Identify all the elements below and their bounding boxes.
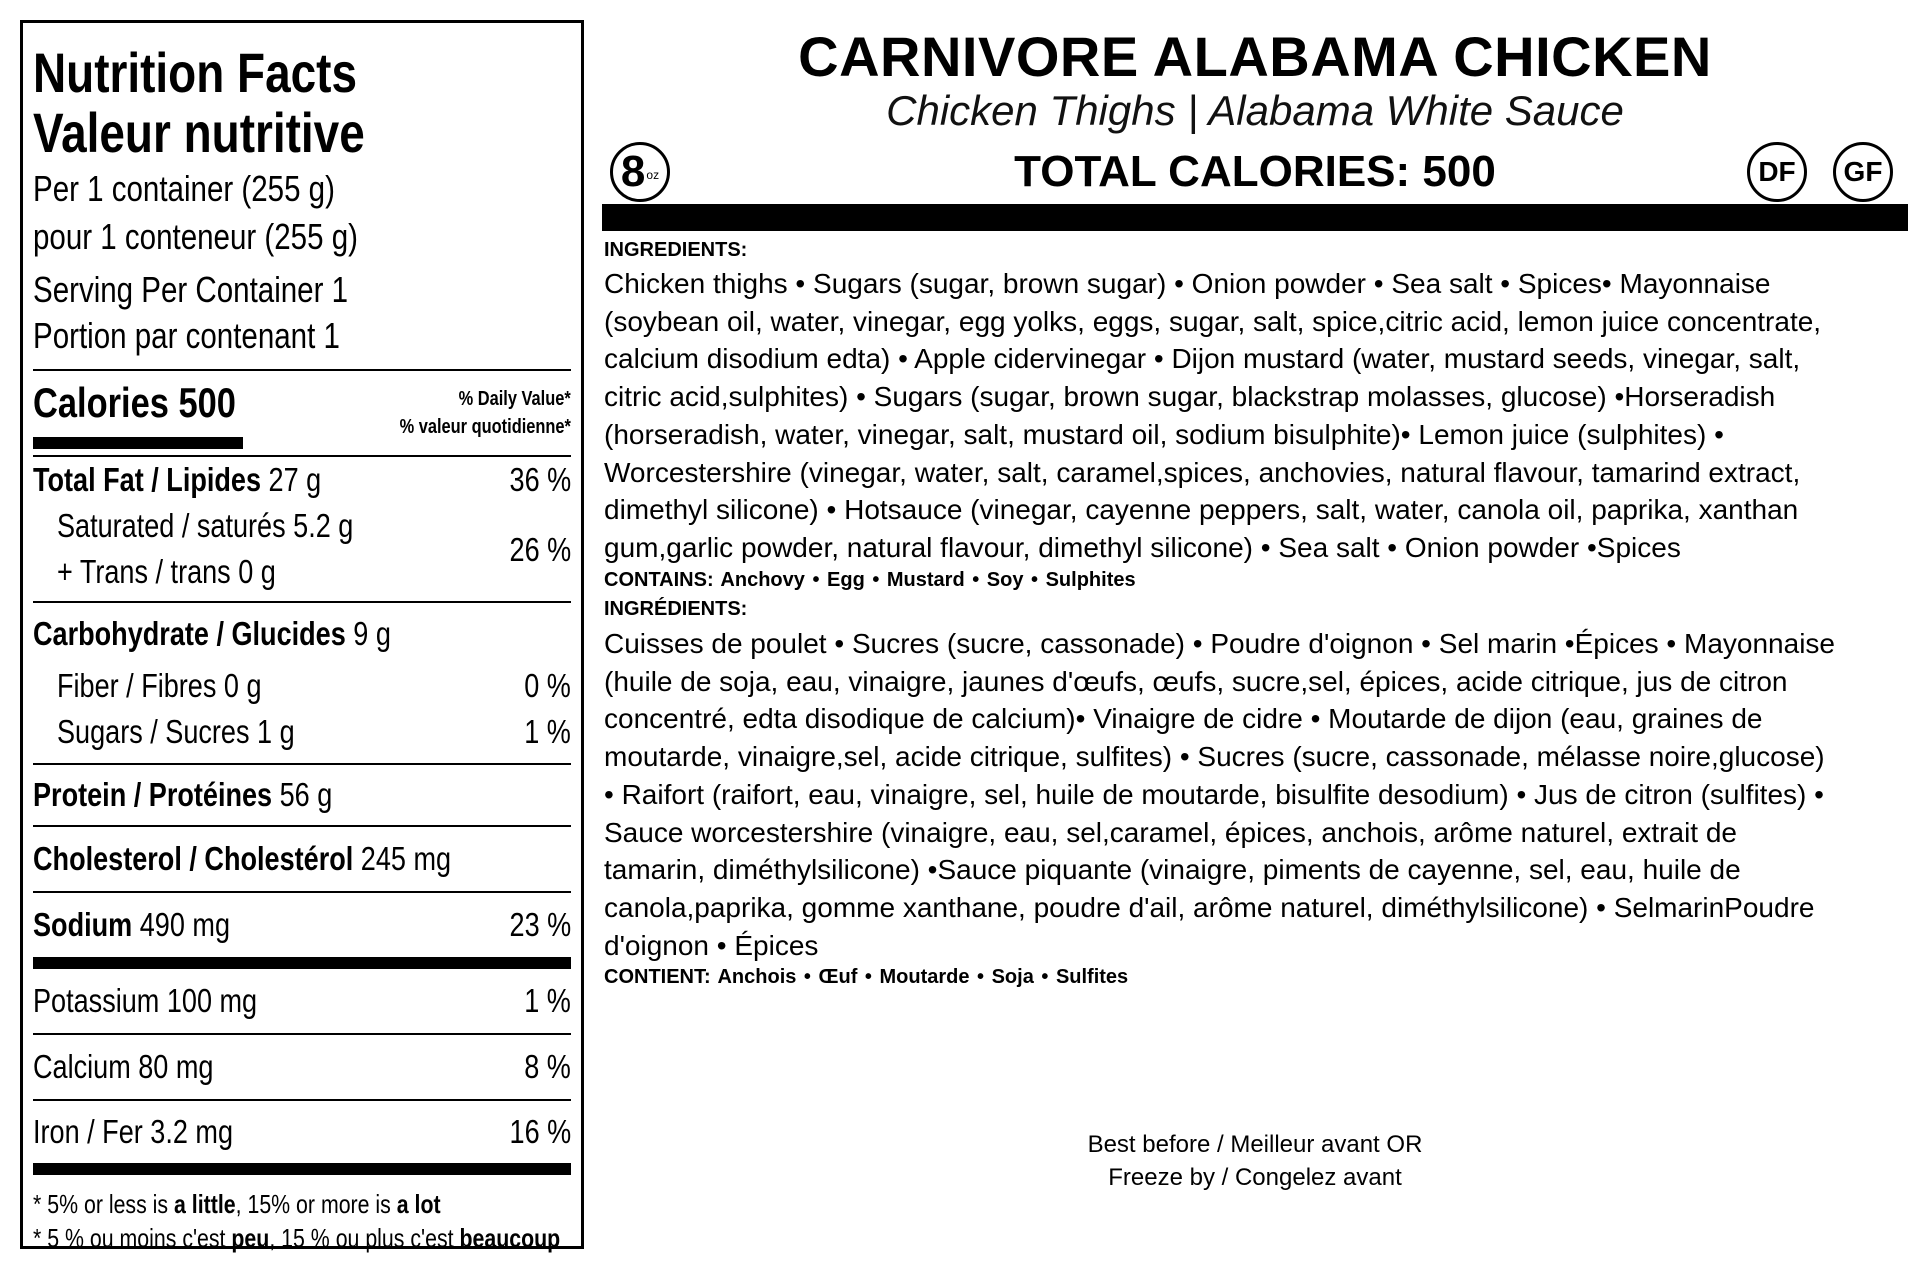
header-bar: [602, 204, 1908, 231]
footnote-text: * 5 % ou moins c'est: [33, 1223, 232, 1253]
calories-underline: [33, 437, 243, 449]
product-subtitle: Chicken Thighs | Alabama White Sauce: [886, 87, 1624, 134]
nutrient-row-carbohydrate: [33, 605, 571, 663]
nutrient-row-trans: [33, 549, 324, 595]
gluten-free-icon: [1833, 142, 1893, 202]
nutrient-row-calcium: [33, 1035, 571, 1099]
nutrient-dv: 26 %: [509, 531, 571, 568]
footnote-text: , 15% or more is: [235, 1189, 397, 1219]
ingredients-line: tamarin, diméthylsilicone) •Sauce piquante (vinaigre, piments de cayenne, sel, eau, huile de: [604, 854, 1741, 886]
ingredients-line: • Raifort (raifort, eau, vinaigre, sel, huile de moutarde, bisulfite desodium) • Jus de citron (sulfites) •: [604, 778, 1824, 810]
footnote-emphasis: peu: [231, 1223, 270, 1253]
nutrient-amount: 9 g: [345, 615, 391, 652]
nutrient-label: Protein / Protéines: [33, 776, 273, 813]
nutrient-row-cholesterol: [33, 827, 571, 891]
ingredients-line: Cuisses de poulet • Sucres (sucre, cassonade) • Poudre d'oignon • Sel marin •Épices • Mayonnaise: [604, 628, 1835, 659]
serving-size-en: Per 1 container (255 g): [33, 168, 335, 209]
footnote-text: , 15 % ou plus c'est: [269, 1223, 460, 1253]
ingredients-heading-en: INGREDIENTS:: [604, 239, 748, 261]
ingredients-text-fr: [604, 625, 1904, 964]
calories-row: [33, 371, 571, 451]
nutrient-row-iron: [33, 1101, 571, 1163]
nutrient-dv: 36 %: [509, 461, 571, 498]
nutrient-label: Sodium: [33, 906, 133, 943]
daily-value-header-fr: % valeur quotidienne*: [399, 416, 571, 438]
nutrient-label: Potassium 100 mg: [33, 982, 258, 1019]
nutrient-row-total-fat: [33, 457, 571, 503]
serving-size-fr: pour 1 conteneur (255 g): [33, 216, 358, 257]
nutrient-dv: 1 %: [524, 982, 571, 1019]
nutrient-label: Calcium 80 mg: [33, 1048, 214, 1085]
nutrient-label: Iron / Fer 3.2 mg: [33, 1113, 234, 1150]
nutrition-facts-panel: [20, 20, 584, 1253]
nutrient-amount: 27 g: [261, 461, 322, 498]
nutrient-row-saturated: [33, 503, 418, 549]
nutrient-row-fiber: [33, 663, 571, 709]
ingredients-line: canola,paprika, gomme xanthane, poudre d'ail, arôme naturel, diméthylsilicone) • SelmarinPoudre: [604, 891, 1815, 923]
dairy-free-icon: [1747, 142, 1807, 202]
nutrient-label: Total Fat / Lipides: [33, 461, 262, 498]
ingredients-heading-fr: INGRÉDIENTS:: [604, 598, 748, 620]
ingredients-line: (soybean oil, water, vinegar, egg yolks, eggs, sugar, salt, spice,citric acid, lemon juice concentrate,: [604, 305, 1822, 337]
ingredients-line: (horseradish, water, vinegar, salt, mustard oil, sodium bisulphite)• Lemon juice (sulphites) •: [604, 418, 1724, 450]
ingredients-line: d'oignon • Épices: [604, 929, 819, 961]
divider-thick: [33, 957, 571, 969]
nutrient-amount: 490 mg: [132, 906, 231, 943]
nutrient-dv: 1 %: [524, 713, 571, 750]
nutrient-label: + Trans / trans 0 g: [57, 553, 276, 590]
nutrition-title-fr: Valeur nutritive: [33, 101, 365, 164]
nutrient-amount: 56 g: [272, 776, 333, 813]
nutrient-label: Cholesterol / Cholestérol: [33, 840, 354, 877]
nutrient-row-protein: [33, 765, 571, 825]
freeze-by-line: Freeze by / Congelez avant: [1108, 1164, 1402, 1191]
servings-per-container-en: Serving Per Container 1: [33, 269, 349, 310]
total-calories: TOTAL CALORIES: 500: [1014, 147, 1496, 196]
nutrient-amount: 245 mg: [353, 840, 452, 877]
footnote-emphasis: beaucoup: [459, 1223, 561, 1253]
best-before-line: Best before / Meilleur avant OR: [1087, 1131, 1423, 1158]
ingredients-line: concentré, edta disodique de calcium)• Vinaigre de cidre • Moutarde de dijon (eau, graines de: [604, 703, 1763, 735]
ingredients-line: citric acid,sulphites) • Sugars (sugar, brown sugar, blackstrap molasses, glucose) •Horseradish: [604, 381, 1776, 413]
footnote-emphasis: a lot: [396, 1189, 441, 1219]
ingredients-line: calcium disodium edta) • Apple cidervinegar • Dijon mustard (water, mustard seeds, vinegar, salt,: [604, 343, 1801, 375]
footnote-fr: [33, 1221, 571, 1255]
nutrient-row-potassium: [33, 969, 571, 1033]
nutrient-row-saturated-dv: [496, 527, 571, 573]
ingredients-line: Sauce worcestershire (vinaigre, eau, sel,caramel, épices, anchois, arôme naturel, extrait de: [604, 816, 1737, 848]
ingredients-line: dimethyl silicone) • Hotsauce (vinegar, cayenne peppers, salt, water, canola oil, paprika, xanthan: [604, 494, 1799, 526]
gluten-free-label: GF: [1843, 156, 1883, 187]
nutrient-dv: 16 %: [509, 1113, 571, 1150]
size-number: 8: [620, 147, 646, 196]
allergens-fr: CONTIENT: Anchois • Œuf • Moutarde • Soja • Sulfites: [604, 966, 1129, 988]
allergens-en: CONTAINS: Anchovy • Egg • Mustard • Soy • Sulphites: [604, 569, 1136, 591]
nutrient-group-fats: [33, 503, 571, 597]
divider: [33, 601, 571, 603]
nutrient-label: Carbohydrate / Glucides: [33, 615, 346, 652]
nutrient-row-sodium: [33, 893, 571, 957]
size-unit: oz: [646, 168, 660, 182]
ingredients-text-en: [604, 265, 1904, 567]
footnote-en: [33, 1187, 571, 1221]
ingredients-line: Worcestershire (vinegar, water, salt, caramel,spices, anchovies, natural flavour, tamarind extract,: [604, 456, 1801, 488]
ingredients-line: Chicken thighs • Sugars (sugar, brown sugar) • Onion powder • Sea salt • Spices• Mayonnaise: [604, 268, 1771, 299]
nutrient-label: Saturated / saturés 5.2 g: [57, 507, 354, 544]
product-name: CARNIVORE ALABAMA CHICKEN: [798, 25, 1712, 88]
nutrient-dv: 0 %: [524, 667, 571, 704]
footnote-emphasis: a little: [174, 1189, 236, 1219]
best-before: [600, 1128, 1910, 1194]
ingredients-line: moutarde, vinaigre,sel, acide citrique, sulfites) • Sucres (sucre, cassonade, mélasse noire,glucose): [604, 741, 1825, 773]
divider-thick: [33, 1163, 571, 1175]
ingredients-line: gum,garlic powder, natural flavour, dimethyl silicone) • Sea salt • Onion powder •Spices: [604, 531, 1681, 563]
nutrient-dv: 23 %: [509, 906, 571, 943]
nutrient-row-sugars: [33, 709, 571, 755]
calories-label: Calories 500: [33, 379, 236, 426]
dairy-free-label: DF: [1758, 156, 1796, 187]
ingredients-line: (huile de soja, eau, vinaigre, jaunes d'œufs, œufs, sucre,sel, épices, acide citrique, jus de citron: [604, 665, 1788, 697]
footnote-text: * 5% or less is: [33, 1189, 175, 1219]
nutrition-title-en: Nutrition Facts: [33, 41, 358, 104]
nutrient-label: Fiber / Fibres 0 g: [57, 667, 262, 704]
daily-value-header-en: % Daily Value*: [458, 388, 571, 410]
nutrient-dv: 8 %: [524, 1048, 571, 1085]
nutrient-label: Sugars / Sucres 1 g: [57, 713, 295, 750]
servings-per-container-fr: Portion par contenant 1: [33, 315, 340, 356]
